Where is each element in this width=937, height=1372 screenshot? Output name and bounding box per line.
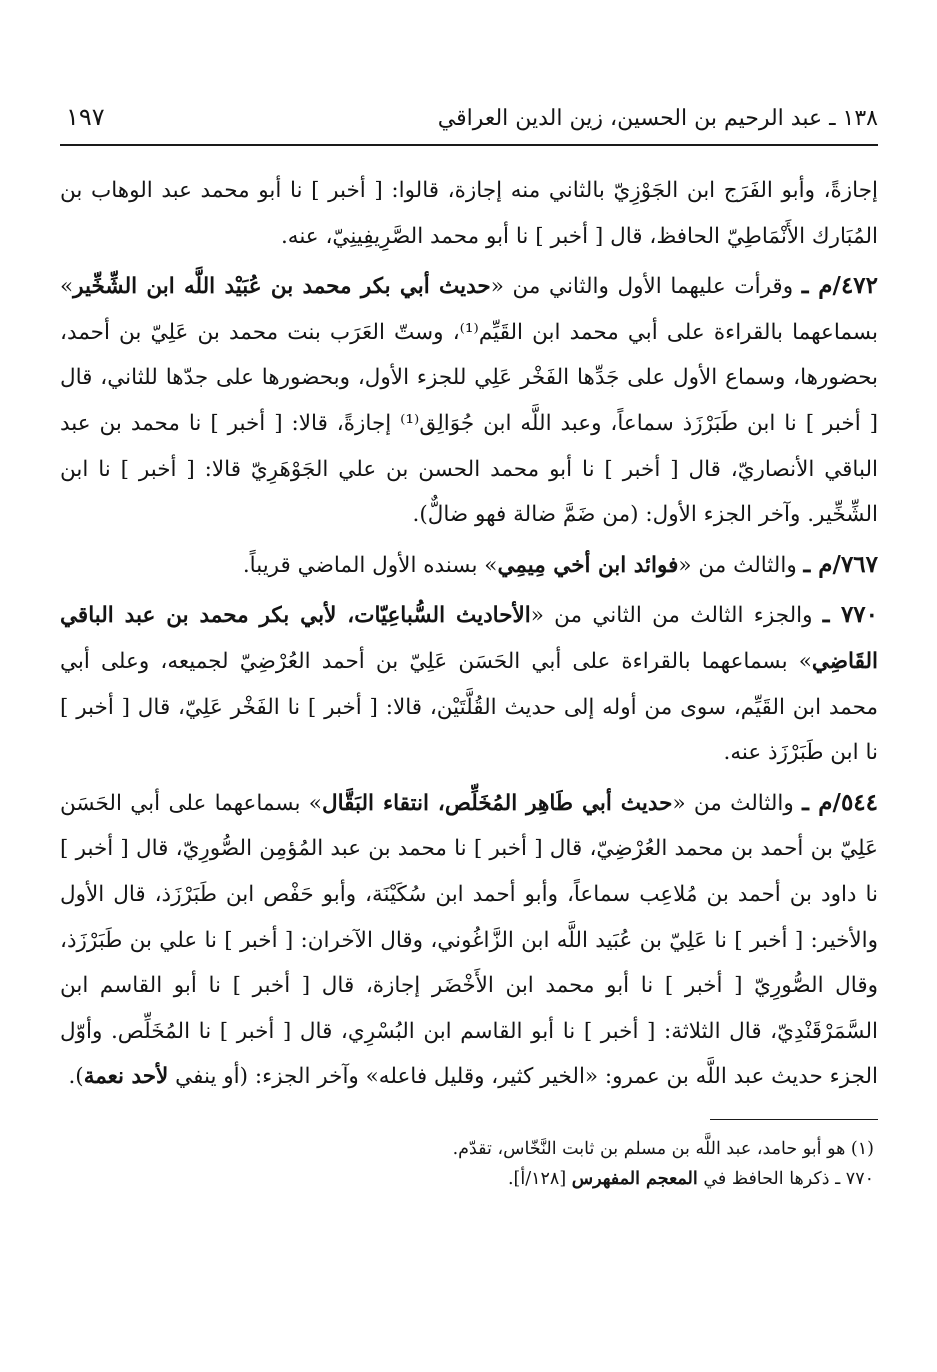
footnote-text: [١٢٨/أ]. <box>507 1169 572 1189</box>
footnote-divider <box>710 1119 878 1120</box>
entry-number: ٧٦٧/م ـ <box>803 550 878 578</box>
entry-text: والثالث من « <box>672 790 803 816</box>
footnote-text: ٧٧٠ ـ ذكرها الحافظ في <box>697 1169 874 1189</box>
entry-number: ٥٤٤/م ـ <box>802 788 878 816</box>
footnote-2 <box>60 1164 874 1194</box>
quote-end: لأحد نعمة <box>83 1064 169 1090</box>
page-number: ١٩٧ <box>66 103 105 131</box>
entry-544 <box>60 780 878 1100</box>
entry-text: » بسنده الأول الماضي قريباً. <box>242 552 498 578</box>
book-title: فوائد ابن أخي مِيمِي <box>497 552 679 578</box>
entry-text: » بسماعهما على أبي الحَسَن عَلِيّ بن أحمد بن محمد العُرْضِيّ، قال [ أخبر ] نا محمد بن عبد المُؤمِن الصُّورِيّ، قال [ أخبر ] نا داود بن أحمد بن مُلاعِب سماعاً، وأبو أحمد ابن سُكَيْنَة، وأبو حَفْص ابن طَبَرْزَذ، قال الأول والأخير: [ أخبر ] نا عَلِيّ بن عُبَيد اللَّه ابن الزَّاغُوني، وقال الآخران: [ أخبر ] نا علي بن طَبَرْزَذ، وقال الصُّورِيّ [ أخبر ] نا أبو محمد ابن الأَخْضَر إجازة، قال [ أخبر ] نا أبو القاسم ابن السَّمَرْقَنْدِيّ، قال الثلاثة: [ أخبر ] نا أبو القاسم ابن البُسْرِي، قال [ أخبر ] نا المُخَلِّص. وأوّل الجزء حديث عبد اللَّه بن عمرو: «الخير كثير، وقليل فاعله» وآخر الجزء: (أو ينفي <box>60 790 878 1090</box>
footnotes <box>60 1119 878 1194</box>
paragraph-text: إجازةً، وأبو الفَرَج ابن الجَوْزِيّ بالثاني منه إجازة، قالوا: [ أخبر ] نا أبو محمد عبد الوهاب بن المُبَارك الأَنْمَاطِيّ الحافظ، قال [ أخبر ] نا أبو محمد الصَّرِيفِينِيّ، عنه. <box>60 178 878 249</box>
entry-text: والجزء الثالث من الثاني من « <box>530 603 823 629</box>
book-title: حديث أبي طَاهِر المُخَلِّص، انتقاء البَقَّال <box>321 790 673 816</box>
entry-472 <box>60 263 878 538</box>
book-title: الأحاديث السُّباعِيّات، لأبي بكر محمد بن عبد الباقي القَاضِي <box>60 603 878 674</box>
paragraph-continuation <box>60 168 878 259</box>
entry-text: والثالث من « <box>678 552 804 578</box>
entry-number: ٤٧٢/م ـ <box>801 272 879 300</box>
body-text <box>60 168 878 1100</box>
entry-770 <box>60 592 878 775</box>
entry-text: » بسماعهما بالقراءة على أبي الحَسَن عَلِيّ بن أحمد العُرْضِيّ لجميعه، وعلى أبي محمد ابن القَيِّم، سوى من أوله إلى حديث القُلَّتَيْن، قالا: [ أخبر ] نا الفَخْر عَلِيّ، قال [ أخبر ] نا ابن طَبَرْزَذ عنه. <box>60 648 878 766</box>
entry-767 <box>60 542 878 589</box>
page-header <box>60 92 878 146</box>
entry-number: ٧٧٠ ـ <box>822 601 879 629</box>
document-page <box>60 92 878 1104</box>
entry-text: » بسماعهما بالقراءة على أبي محمد ابن القَيِّم⁽¹⁾، وستّ العَرَب بنت محمد بن عَلِيّ بن أحمد، بحضورها، وسماع الأول على جَدِّها الفَخْر عَلِي للجزء الأول، وبحضورها على جدّها للثاني، قال [ أخبر ] نا ابن طَبَرْزَذ سماعاً، وعبد اللَّه ابن جُوَالِق⁽¹⁾ إجازةً، قالا: [ أخبر ] نا محمد بن عبد الباقي الأنصاريّ، قال [ أخبر ] نا أبو محمد الحسن بن علي الجَوْهَرِيّ قالا: [ أخبر ] نا ابن الشِّخِّير. وآخر الجزء الأول: (من ضَمَّ ضالة فهو ضالٌّ). <box>60 274 878 528</box>
footnote-book-title: المعجم المفهرس <box>571 1169 698 1189</box>
running-title: ١٣٨ ـ عبد الرحيم بن الحسين، زين الدين العراقي <box>437 106 878 131</box>
book-title: حديث أبي بكر محمد بن عُبَيْد اللَّه ابن الشِّخِّير <box>73 274 491 300</box>
entry-text: وقرأت عليهما الأول والثاني من « <box>490 274 802 300</box>
entry-text: ). <box>68 1064 84 1090</box>
footnote-1 <box>60 1134 874 1164</box>
footnote-text: (١) هو أبو حامد، عبد اللَّه بن مسلم بن ثابت النَّخّاس، تقدّم. <box>452 1139 874 1159</box>
